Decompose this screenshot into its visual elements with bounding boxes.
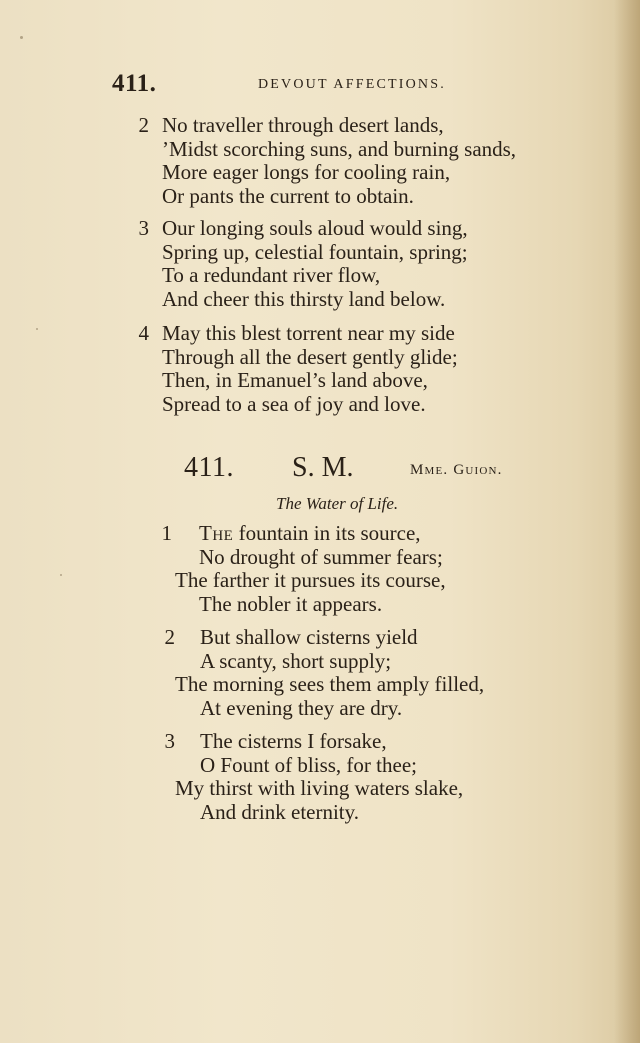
page-header: [112, 70, 532, 98]
stanza-number: 2: [138, 113, 149, 137]
verse-line: And cheer this thirsty land below.: [162, 286, 446, 311]
paper-speck: [60, 574, 62, 576]
verse-line: Then, in Emanuel’s land above,: [162, 368, 428, 392]
verse-line: The morning sees them amply filled,: [175, 672, 485, 696]
verse-line: The cisterns I forsake,: [200, 729, 387, 753]
verse-line: No traveller through desert lands,: [162, 113, 444, 137]
verse-line: Spread to a sea of joy and love.: [162, 391, 426, 416]
stanza-number: 3: [164, 729, 175, 753]
verse-line: The farther it pursues its course,: [175, 568, 446, 592]
initial-word: The: [199, 521, 234, 545]
page-number: 411.: [112, 70, 157, 97]
verse-line: O Fount of bliss, for thee;: [200, 752, 417, 777]
verse-line: But shallow cisterns yield: [200, 625, 418, 649]
verse-line: To a redundant river flow,: [162, 263, 381, 287]
hymn-number: 411.: [184, 452, 234, 483]
verse-line: Or pants the current to obtain.: [162, 183, 414, 208]
hymn-meter: S. M.: [292, 452, 354, 483]
hymn-author: Mme. Guion.: [410, 462, 503, 478]
verse-line: [199, 522, 421, 546]
page-edge-shadow: [614, 0, 640, 1043]
verse-line: Spring up, celestial fountain, spring;: [162, 239, 468, 264]
verse-line: The nobler it appears.: [199, 591, 383, 616]
verse-line: At evening they are dry.: [200, 695, 403, 720]
verse-line-rest: fountain in its source,: [233, 521, 421, 545]
verse-line: No drought of summer fears;: [199, 544, 443, 569]
stanza-number: 3: [138, 216, 149, 240]
paper-speck: [20, 36, 23, 39]
verse-line: Our longing souls aloud would sing,: [162, 216, 468, 240]
stanza-number: 1: [161, 521, 172, 545]
paper-speck: [36, 328, 38, 330]
verse-line: ’Midst scorching suns, and burning sands,: [162, 136, 517, 161]
verse-line: A scanty, short supply;: [200, 648, 392, 673]
stanza-number: 2: [164, 625, 175, 649]
verse-line: And drink eternity.: [200, 799, 360, 824]
verse-line: May this blest torrent near my side: [162, 321, 455, 345]
hymn-heading: [0, 452, 640, 486]
verse-line: Through all the desert gently glide;: [162, 344, 458, 369]
running-head: DEVOUT AFFECTIONS.: [258, 77, 446, 92]
stanza-number: 4: [138, 321, 149, 345]
verse-line: More eager longs for cooling rain,: [162, 160, 451, 184]
hymn-title: The Water of Life.: [276, 494, 399, 513]
verse-line: My thirst with living waters slake,: [175, 776, 464, 800]
